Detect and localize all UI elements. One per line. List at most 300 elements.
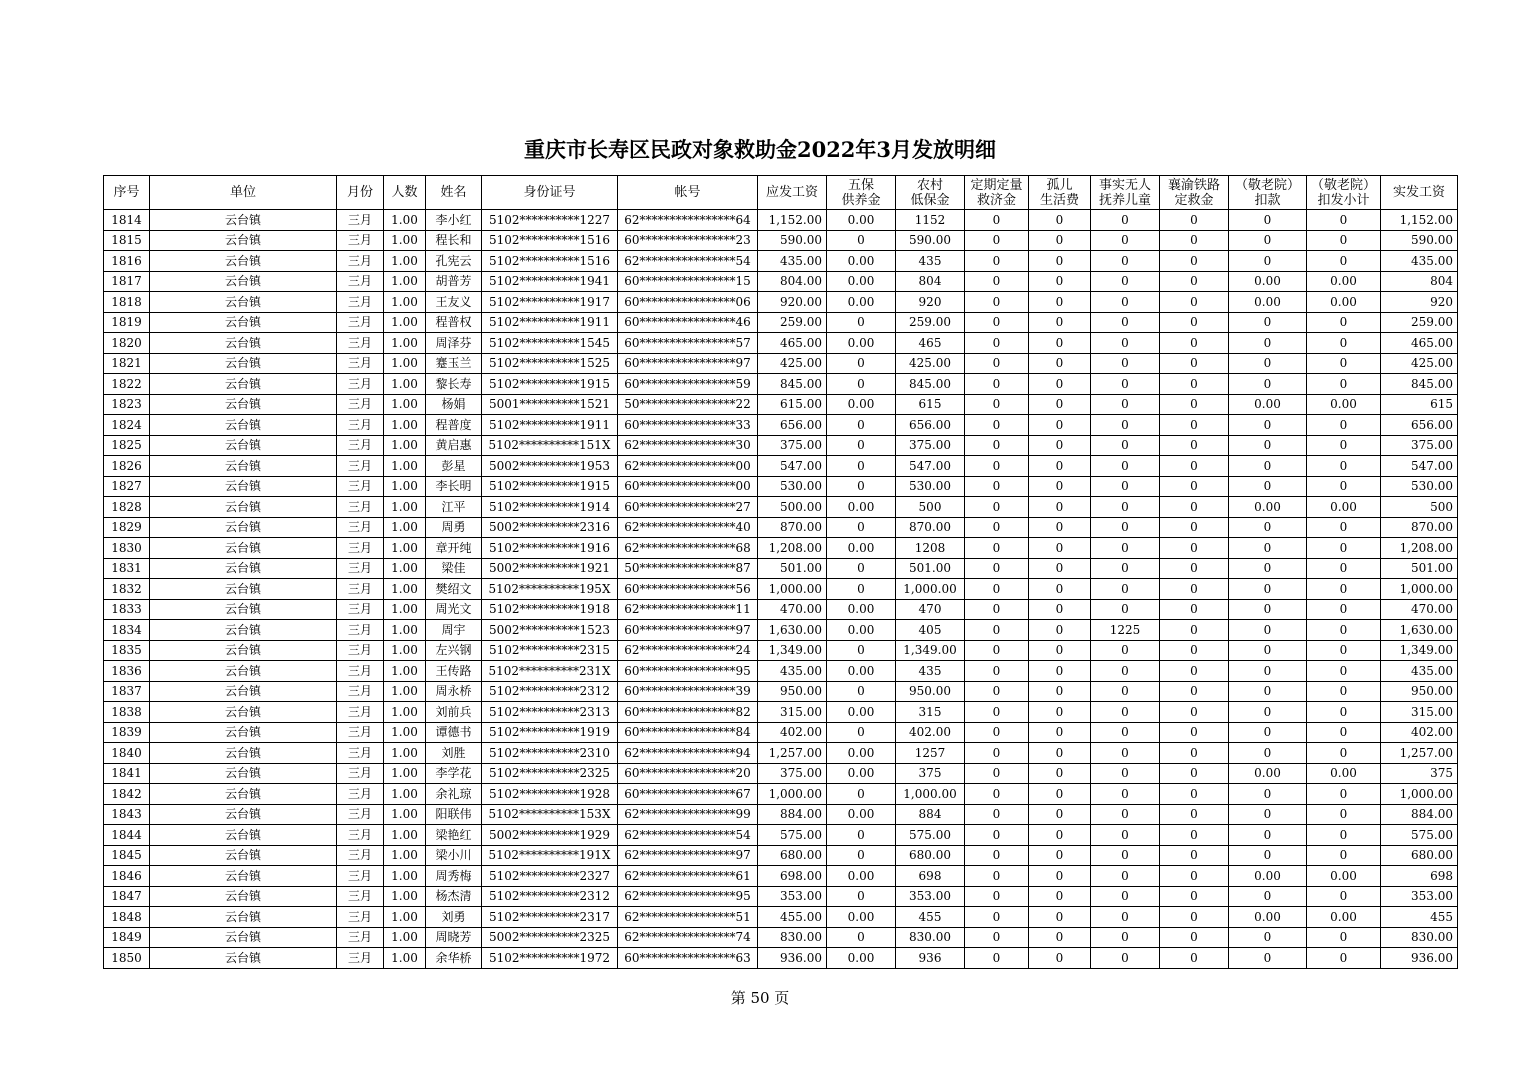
table-cell: 0.00 [827,599,896,620]
table-cell: 0 [1307,538,1381,559]
table-cell: 0.00 [1307,497,1381,518]
table-cell: 0 [1229,599,1307,620]
table-cell: 1833 [104,599,150,620]
table-cell: 云台镇 [150,210,337,231]
table-cell: 500 [896,497,965,518]
table-cell: 60****************06 [618,292,758,313]
table-cell: 0 [965,538,1029,559]
table-cell: 黎长寿 [426,374,482,395]
table-cell: 60****************97 [618,353,758,374]
table-row [104,722,1458,743]
table-cell: 0 [1029,599,1091,620]
table-cell: 5102**********191X [482,845,618,866]
table-cell: 黄启惠 [426,435,482,456]
table-cell: 1,000.00 [758,784,827,805]
table-cell: 1829 [104,517,150,538]
table-cell: 余华桥 [426,948,482,969]
column-header: 人数 [384,176,426,210]
table-cell: 0 [1029,230,1091,251]
table-cell: 0 [1307,230,1381,251]
table-cell: 62****************74 [618,927,758,948]
table-row [104,886,1458,907]
table-cell: 0 [827,517,896,538]
table-cell: 0 [1091,599,1160,620]
table-cell: 0 [965,476,1029,497]
table-cell: 0 [1229,845,1307,866]
table-cell: 0 [1160,333,1229,354]
table-row [104,784,1458,805]
table-cell: 0 [827,353,896,374]
table-cell: 周秀梅 [426,866,482,887]
table-cell: 1,257.00 [1381,743,1458,764]
table-cell: 0.00 [1307,292,1381,313]
table-cell: 402.00 [758,722,827,743]
table-cell: 0 [1307,456,1381,477]
table-cell: 5102**********1916 [482,538,618,559]
table-cell: 三月 [337,517,384,538]
table-cell: 0 [1229,312,1307,333]
table-cell: 0 [1029,517,1091,538]
table-row [104,948,1458,969]
table-cell: 1.00 [384,435,426,456]
table-cell: 刘勇 [426,907,482,928]
table-row [104,497,1458,518]
table-cell: 三月 [337,743,384,764]
table-cell: 0.00 [827,292,896,313]
table-cell: 0 [1229,210,1307,231]
table-cell: 0.00 [1229,497,1307,518]
table-cell: 0 [1029,743,1091,764]
table-cell: 60****************97 [618,620,758,641]
table-cell: 0 [1029,845,1091,866]
table-cell: 0 [1091,763,1160,784]
table-cell: 950.00 [896,681,965,702]
table-cell: 三月 [337,374,384,395]
table-cell: 0 [965,312,1029,333]
table-cell: 1.00 [384,825,426,846]
table-cell: 5102**********1915 [482,374,618,395]
table-cell: 1.00 [384,640,426,661]
table-cell: 0 [827,579,896,600]
table-cell: 0 [965,681,1029,702]
table-cell: 60****************56 [618,579,758,600]
table-cell: 云台镇 [150,886,337,907]
table-cell: 60****************59 [618,374,758,395]
table-cell: 375.00 [758,435,827,456]
table-cell: 三月 [337,415,384,436]
table-cell: 0 [1160,456,1229,477]
table-cell: 1.00 [384,784,426,805]
table-cell: 5102**********1227 [482,210,618,231]
table-cell: 0 [1029,435,1091,456]
table-cell: 1850 [104,948,150,969]
table-cell: 375.00 [758,763,827,784]
table-cell: 三月 [337,927,384,948]
table-cell: 0 [965,456,1029,477]
table-cell: 0.00 [827,497,896,518]
table-cell: 0 [1307,620,1381,641]
table-cell: 云台镇 [150,538,337,559]
table-cell: 1815 [104,230,150,251]
table-cell: 0.00 [1229,292,1307,313]
table-cell: 1,000.00 [1381,784,1458,805]
table-cell: 1.00 [384,312,426,333]
table-cell: 0 [1160,415,1229,436]
table-cell: 0 [827,456,896,477]
table-cell: 5102**********1917 [482,292,618,313]
table-cell: 5002**********1929 [482,825,618,846]
table-cell: 1843 [104,804,150,825]
table-row [104,845,1458,866]
table-cell: 0 [827,640,896,661]
table-cell: 三月 [337,948,384,969]
table-cell: 315 [896,702,965,723]
table-cell: 5102**********2325 [482,763,618,784]
table-cell: 0 [1307,374,1381,395]
table-cell: 0 [965,394,1029,415]
table-cell: 0.00 [1307,907,1381,928]
table-cell: 0 [827,312,896,333]
table-cell: 455 [1381,907,1458,928]
table-cell: 1,630.00 [758,620,827,641]
table-cell: 0 [1229,230,1307,251]
table-cell: 1828 [104,497,150,518]
table-cell: 0 [965,251,1029,272]
table-cell: 1823 [104,394,150,415]
table-cell: 884.00 [758,804,827,825]
table-cell: 1208 [896,538,965,559]
table-cell: 0 [1307,599,1381,620]
table-cell: 1818 [104,292,150,313]
table-cell: 1838 [104,702,150,723]
table-cell: 孔宪云 [426,251,482,272]
table-cell: 0 [1091,394,1160,415]
table-row [104,804,1458,825]
table-cell: 1834 [104,620,150,641]
table-cell: 435.00 [1381,251,1458,272]
table-cell: 李学花 [426,763,482,784]
table-cell: 0 [1307,702,1381,723]
table-cell: 0 [827,927,896,948]
table-cell: 0 [1160,927,1229,948]
table-cell: 三月 [337,312,384,333]
table-cell: 353.00 [896,886,965,907]
table-cell: 5102**********195X [482,579,618,600]
table-cell: 5102**********1516 [482,230,618,251]
table-cell: 0.00 [827,702,896,723]
table-cell: 5102**********1911 [482,415,618,436]
table-cell: 0 [965,825,1029,846]
table-cell: 云台镇 [150,435,337,456]
table-cell: 5102**********1919 [482,722,618,743]
table-cell: 三月 [337,907,384,928]
table-cell: 1.00 [384,579,426,600]
table-cell: 1.00 [384,230,426,251]
table-cell: 0 [1091,415,1160,436]
table-cell: 5102**********231X [482,661,618,682]
table-cell: 梁艳红 [426,825,482,846]
table-cell: 1848 [104,907,150,928]
table-cell: 0 [1160,866,1229,887]
table-cell: 353.00 [758,886,827,907]
table-row [104,435,1458,456]
table-cell: 0.00 [1307,394,1381,415]
table-row [104,476,1458,497]
table-cell: 0 [965,517,1029,538]
table-row [104,763,1458,784]
table-row [104,456,1458,477]
table-cell: 60****************57 [618,333,758,354]
table-cell: 0 [1160,907,1229,928]
table-cell: 0 [827,722,896,743]
table-cell: 三月 [337,866,384,887]
column-header: 实发工资 [1381,176,1458,210]
table-cell: 615.00 [758,394,827,415]
table-cell: 1846 [104,866,150,887]
table-cell: 1.00 [384,415,426,436]
table-cell: 0 [1029,825,1091,846]
table-cell: 5102**********151X [482,435,618,456]
table-cell: 0 [1029,415,1091,436]
table-cell: 62****************54 [618,825,758,846]
table-cell: 0 [1029,251,1091,272]
table-cell: 884.00 [1381,804,1458,825]
table-cell: 353.00 [1381,886,1458,907]
table-cell: 1152 [896,210,965,231]
table-cell: 1,349.00 [896,640,965,661]
table-row [104,374,1458,395]
table-cell: 5102**********1941 [482,271,618,292]
table-cell: 402.00 [896,722,965,743]
table-cell: 云台镇 [150,312,337,333]
table-cell: 62****************68 [618,538,758,559]
table-cell: 云台镇 [150,640,337,661]
table-cell: 周勇 [426,517,482,538]
table-cell: 530.00 [758,476,827,497]
table-cell: 845.00 [758,374,827,395]
table-cell: 0 [1091,743,1160,764]
table-cell: 梁小川 [426,845,482,866]
table-cell: 1,349.00 [1381,640,1458,661]
table-cell: 1,208.00 [758,538,827,559]
table-cell: 500 [1381,497,1458,518]
table-cell: 0 [965,907,1029,928]
table-cell: 501.00 [896,558,965,579]
table-cell: 周宇 [426,620,482,641]
table-cell: 501.00 [1381,558,1458,579]
table-cell: 0 [1091,661,1160,682]
table-cell: 云台镇 [150,353,337,374]
table-cell: 0 [1229,353,1307,374]
table-cell: 0 [1091,353,1160,374]
table-cell: 1,000.00 [896,784,965,805]
table-cell: 三月 [337,394,384,415]
table-cell: 0 [1091,456,1160,477]
table-cell: 1821 [104,353,150,374]
table-cell: 0 [1307,579,1381,600]
table-cell: 云台镇 [150,333,337,354]
table-cell: 王友义 [426,292,482,313]
table-cell: 三月 [337,230,384,251]
table-row [104,743,1458,764]
table-cell: 5102**********1545 [482,333,618,354]
table-cell: 0 [1229,476,1307,497]
table-cell: 0 [1160,538,1229,559]
table-cell: 0 [1307,353,1381,374]
table-cell: 云台镇 [150,517,337,538]
table-cell: 阳联伟 [426,804,482,825]
table-cell: 0.00 [827,333,896,354]
table-cell: 0 [1029,538,1091,559]
table-cell: 三月 [337,579,384,600]
table-cell: 0 [1229,702,1307,723]
table-cell: 1.00 [384,497,426,518]
table-cell: 0 [1307,251,1381,272]
table-cell: 0 [1091,435,1160,456]
table-cell: 1.00 [384,948,426,969]
table-cell: 60****************82 [618,702,758,723]
table-cell: 62****************94 [618,743,758,764]
table-cell: 1831 [104,558,150,579]
table-cell: 470 [896,599,965,620]
table-cell: 0 [965,763,1029,784]
table-cell: 5102**********1911 [482,312,618,333]
table-cell: 60****************95 [618,661,758,682]
table-cell: 0 [1091,640,1160,661]
table-cell: 0 [1307,415,1381,436]
table-cell: 云台镇 [150,415,337,436]
column-header: 定期定量 救济金 [965,176,1029,210]
table-cell: 0 [1091,271,1160,292]
column-header: 应发工资 [758,176,827,210]
table-cell: 5102**********2315 [482,640,618,661]
table-cell: 1841 [104,763,150,784]
table-cell: 0 [1091,210,1160,231]
table-cell: 0.00 [827,210,896,231]
table-cell: 920 [1381,292,1458,313]
table-cell: 5102**********2317 [482,907,618,928]
table-cell: 0.00 [827,907,896,928]
table-cell: 0 [1091,722,1160,743]
table-cell: 云台镇 [150,702,337,723]
table-cell: 0 [1160,599,1229,620]
table-cell: 0 [1307,743,1381,764]
table-cell: 三月 [337,251,384,272]
column-header: 单位 [150,176,337,210]
table-cell: 1.00 [384,271,426,292]
table-cell: 0 [1091,948,1160,969]
table-cell: 0 [1229,538,1307,559]
table-cell: 0 [1091,784,1160,805]
table-cell: 0 [1029,497,1091,518]
table-cell: 950.00 [758,681,827,702]
table-cell: 0 [1091,333,1160,354]
table-cell: 1825 [104,435,150,456]
table-cell: 0 [1229,558,1307,579]
table-cell: 60****************27 [618,497,758,518]
table-cell: 1.00 [384,886,426,907]
table-cell: 三月 [337,353,384,374]
column-header: （敬老院） 扣款 [1229,176,1307,210]
table-cell: 0.00 [827,804,896,825]
table-cell: 530.00 [896,476,965,497]
table-cell: 425.00 [758,353,827,374]
table-cell: 三月 [337,333,384,354]
table-cell: 0 [827,784,896,805]
table-cell: 5102**********2310 [482,743,618,764]
table-cell: 936 [896,948,965,969]
table-cell: 804.00 [758,271,827,292]
table-cell: 5002**********1921 [482,558,618,579]
table-cell: 0 [1160,620,1229,641]
table-cell: 5102**********1915 [482,476,618,497]
table-cell: 三月 [337,702,384,723]
table-cell: 1837 [104,681,150,702]
table-cell: 0 [1160,825,1229,846]
table-cell: 云台镇 [150,374,337,395]
table-cell: 0 [827,886,896,907]
table-cell: 1.00 [384,599,426,620]
table-cell: 0 [1029,210,1091,231]
table-cell: 0 [965,702,1029,723]
table-cell: 云台镇 [150,456,337,477]
table-cell: 0 [1029,886,1091,907]
table-cell: 1826 [104,456,150,477]
table-cell: 1847 [104,886,150,907]
table-cell: 0 [1229,517,1307,538]
table-cell: 62****************95 [618,886,758,907]
table-cell: 0.00 [1229,866,1307,887]
table-cell: 62****************99 [618,804,758,825]
table-cell: 0 [1091,230,1160,251]
table-cell: 656.00 [758,415,827,436]
table-cell: 1849 [104,927,150,948]
table-cell: 0 [1160,312,1229,333]
table-cell: 60****************23 [618,230,758,251]
table-cell: 0 [965,435,1029,456]
table-cell: 0 [1029,476,1091,497]
table-cell: 455.00 [758,907,827,928]
table-cell: 0 [1307,333,1381,354]
table-cell: 1839 [104,722,150,743]
table-cell: 1.00 [384,866,426,887]
table-cell: 0 [1091,374,1160,395]
table-cell: 0 [1160,640,1229,661]
column-header: 襄渝铁路 定救金 [1160,176,1229,210]
table-cell: 0 [1229,415,1307,436]
table-cell: 425.00 [896,353,965,374]
table-cell: 云台镇 [150,476,337,497]
relief-payment-table [103,175,1458,969]
table-cell: 259.00 [896,312,965,333]
table-cell: 5102**********2327 [482,866,618,887]
table-cell: 0 [1307,435,1381,456]
table-cell: 0 [965,415,1029,436]
table-cell: 1.00 [384,394,426,415]
table-cell: 5102**********153X [482,804,618,825]
table-cell: 0 [1160,497,1229,518]
table-cell: 920.00 [758,292,827,313]
column-header: 月份 [337,176,384,210]
table-cell: 1.00 [384,558,426,579]
table-cell: 62****************40 [618,517,758,538]
table-cell: 云台镇 [150,845,337,866]
table-cell: 樊绍文 [426,579,482,600]
table-cell: 云台镇 [150,292,337,313]
table-cell: 0 [1091,907,1160,928]
table-cell: 62****************00 [618,456,758,477]
table-cell: 0 [827,845,896,866]
